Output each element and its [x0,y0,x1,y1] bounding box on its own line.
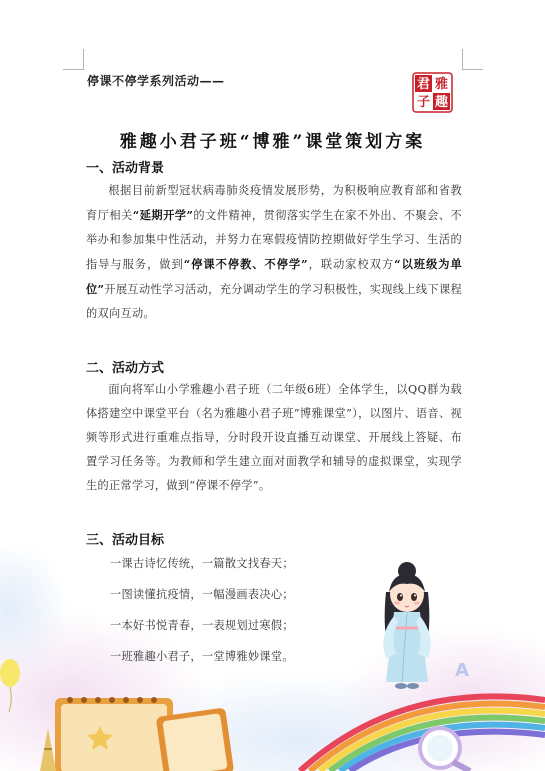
paragraph-text: 面向将军山小学雅趣小君子班（二年级6班）全体学生，以QQ群为载体搭建空中课堂平台（名为雅趣小君子班”博雅课堂”），以图片、语音、视频等形式进行重难点指导，分时段开设直播互动课堂、开展线上答疑、布置学习任务等。为教师和学生建立面对面教学和辅导的虚拟课堂，实现学生的正常学习，做到“停课不停学”。 [86,383,462,492]
section-heading-method: 二、活动方式 [86,361,165,376]
emphasized-text: “停课不停教、不停学” [183,257,308,271]
svg-text:A: A [455,660,469,681]
paragraph-text: 开展互动性学习活动，充分调动学生的学习积极性，实现线上线下课程的双向互动。 [86,283,462,320]
goal-line: 一课古诗忆传统，一篇散文找春天； [110,557,294,570]
svg-text:雅: 雅 [434,77,449,92]
section-background-paragraph [86,179,462,326]
goal-line: 一图读懂抗疫情，一幅漫画表决心； [110,588,294,601]
paragraph-text: 根据目前新型冠状病毒肺炎疫情发展形势，为积极响应教育部和省教育厅相关 [86,184,462,222]
section-heading-goals: 三、活动目标 [86,533,165,548]
crop-mark-top-left [63,49,84,70]
emphasized-text: “以班级为单位” [86,257,462,296]
section-method-paragraph [86,378,462,498]
paragraph-text: ，联动家校双方 [307,258,395,271]
series-tag: 停课不停学系列活动—— [87,74,225,88]
seal-logo [412,72,453,113]
svg-text:君: 君 [416,77,431,92]
paragraph-text: 的文件精神，贯彻落实学生在家不外出、不聚会、不举办和参加集中性活动，并努力在寒假疫情防控期做好学生学习、生活的指导与服务，做到 [86,209,463,271]
svg-text:子: 子 [416,95,431,110]
goal-line: 一本好书悦青春，一表规划过寒假； [110,619,294,632]
section-heading-background: 一、活动背景 [86,161,165,176]
crop-mark-top-right [462,49,483,70]
goal-line: 一班雅趣小君子，一堂博雅妙课堂。 [110,650,294,663]
cartoon-girl-illustration [372,562,442,702]
document-title: 雅趣小君子班“博雅”课堂策划方案 [119,132,426,152]
emphasized-text: “延期开学” [132,208,194,222]
svg-text:趣: 趣 [434,95,449,110]
